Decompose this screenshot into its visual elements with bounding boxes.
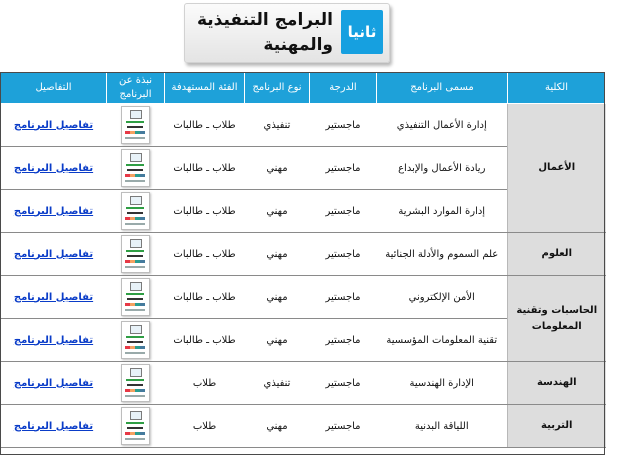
program-name-cell: تقنية المعلومات المؤسسية [377,319,508,362]
program-details-link[interactable]: تفاصيل البرنامج [13,205,94,217]
overview-cell [107,147,165,190]
program-brochure-icon[interactable] [121,364,150,402]
program-name-cell: إدارة الموارد البشرية [377,190,508,233]
details-cell [1,276,107,319]
program-details-link[interactable]: تفاصيل البرنامج [13,377,94,389]
program-details-link[interactable]: تفاصيل البرنامج [13,334,94,346]
audience-cell: طلاب ـ طالبات [165,147,245,190]
table-row [1,362,606,405]
program-type-cell: مهني [245,147,310,190]
table-header-row [1,73,606,104]
program-brochure-icon[interactable] [121,235,150,273]
table-body [1,104,606,448]
details-cell [1,147,107,190]
program-brochure-icon[interactable] [121,149,150,187]
program-type-cell: تنفيذي [245,104,310,147]
college-cell: الأعمال [508,104,606,233]
program-brochure-icon[interactable] [121,192,150,230]
overview-cell [107,190,165,233]
details-cell [1,405,107,448]
col-header-overview: نبذة عن البرنامج [107,73,165,104]
details-cell [1,104,107,147]
program-type-cell: مهني [245,233,310,276]
degree-cell: ماجستير [310,233,377,276]
overview-cell [107,276,165,319]
degree-cell: ماجستير [310,104,377,147]
section-banner [184,3,390,63]
overview-cell [107,319,165,362]
audience-cell: طلاب [165,405,245,448]
degree-cell: ماجستير [310,319,377,362]
overview-cell [107,405,165,448]
college-cell: الهندسة [508,362,606,405]
program-type-cell: مهني [245,319,310,362]
program-details-link[interactable]: تفاصيل البرنامج [13,291,94,303]
overview-cell [107,233,165,276]
program-brochure-icon[interactable] [121,407,150,445]
col-header-program-type: نوع البرنامج [245,73,310,104]
col-header-college: الكلية [508,73,606,104]
table-row [1,276,606,319]
program-brochure-icon[interactable] [121,321,150,359]
program-name-cell: اللياقة البدنية [377,405,508,448]
details-cell [1,319,107,362]
program-details-link[interactable]: تفاصيل البرنامج [13,162,94,174]
degree-cell: ماجستير [310,276,377,319]
table-row [1,233,606,276]
program-details-link[interactable]: تفاصيل البرنامج [13,248,94,260]
audience-cell: طلاب ـ طالبات [165,190,245,233]
audience-cell: طلاب [165,362,245,405]
program-type-cell: مهني [245,405,310,448]
table-row [1,104,606,147]
college-cell: التربية [508,405,606,448]
audience-cell: طلاب ـ طالبات [165,319,245,362]
details-cell [1,233,107,276]
program-brochure-icon[interactable] [121,278,150,316]
program-details-link[interactable]: تفاصيل البرنامج [13,119,94,131]
details-cell [1,362,107,405]
programs-table [0,72,606,448]
college-cell: الحاسبات وتقنية المعلومات [508,276,606,362]
program-name-cell: الإدارة الهندسية [377,362,508,405]
overview-cell [107,104,165,147]
program-details-link[interactable]: تفاصيل البرنامج [13,420,94,432]
program-name-cell: الأمن الإلكتروني [377,276,508,319]
program-name-cell: ريادة الأعمال والإبداع [377,147,508,190]
table-row [1,405,606,448]
program-type-cell: مهني [245,190,310,233]
col-header-details: التفاصيل [1,73,107,104]
program-name-cell: علم السموم والأدلة الجنائية [377,233,508,276]
banner-title-line-1: البرامج التنفيذية [196,10,333,30]
audience-cell: طلاب ـ طالبات [165,104,245,147]
section-number-badge: ثانيا [341,10,383,54]
col-header-audience: الفئة المستهدفة [165,73,245,104]
program-type-cell: مهني [245,276,310,319]
overview-cell [107,362,165,405]
degree-cell: ماجستير [310,405,377,448]
col-header-program-name: مسمى البرنامج [377,73,508,104]
col-header-degree: الدرجة [310,73,377,104]
degree-cell: ماجستير [310,362,377,405]
program-name-cell: إدارة الأعمال التنفيذي [377,104,508,147]
degree-cell: ماجستير [310,190,377,233]
audience-cell: طلاب ـ طالبات [165,276,245,319]
program-brochure-icon[interactable] [121,106,150,144]
audience-cell: طلاب ـ طالبات [165,233,245,276]
program-type-cell: تنفيذي [245,362,310,405]
degree-cell: ماجستير [310,147,377,190]
college-cell: العلوم [508,233,606,276]
banner-title-line-2: والمهنية [263,35,333,55]
details-cell [1,190,107,233]
